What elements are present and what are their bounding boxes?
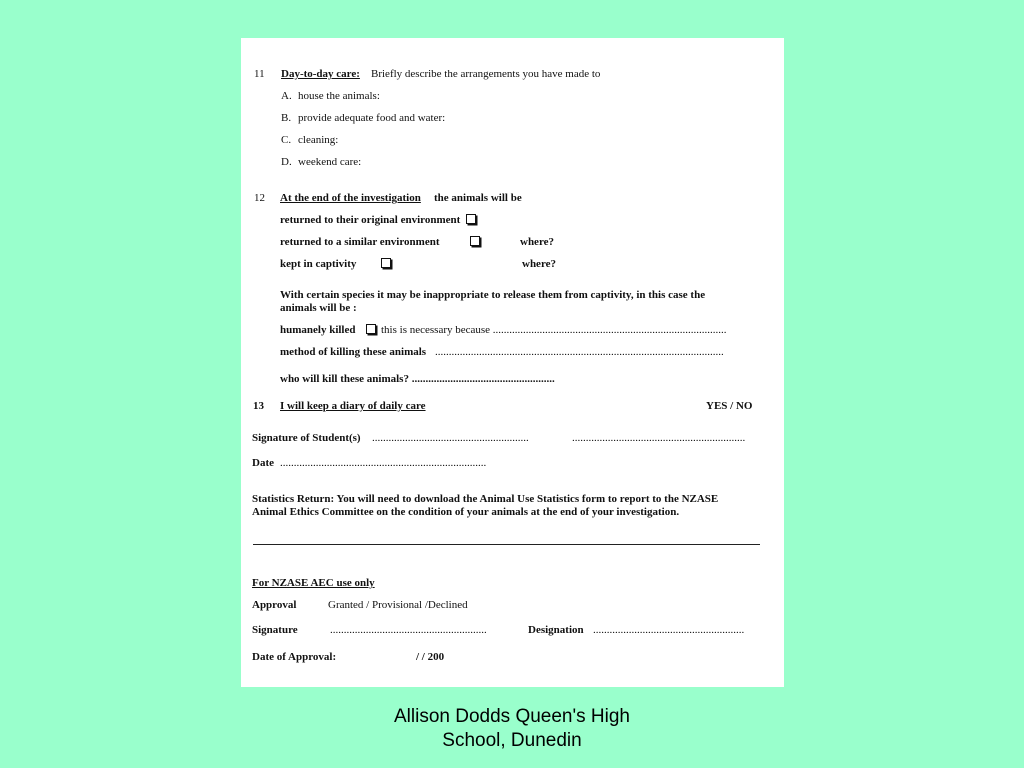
q12-humanely-killed-label: humanely killed [280, 324, 356, 336]
date-of-approval-label: Date of Approval: [252, 651, 337, 663]
q12-species-line-1: With certain species it may be inappropriate to release them from captivity, in this case the [280, 289, 706, 301]
q11-item-c-text: cleaning: [298, 134, 339, 146]
captivity-checkbox-wrap [375, 258, 391, 271]
q12-method-label: method of killing these animals [280, 346, 427, 358]
q11-heading: Day-to-day care: [281, 68, 360, 80]
q12-method-dots: ......................................................................................................... [435, 346, 724, 358]
captivity-checkbox[interactable] [381, 258, 391, 268]
q12-who-kills: who will kill these animals? .................................................... [280, 373, 555, 385]
designation-label: Designation [528, 624, 584, 636]
q12-option-original [280, 214, 476, 227]
caption-line-2: School, Dunedin [442, 730, 582, 751]
original-environment-checkbox[interactable] [466, 214, 476, 224]
q12-heading-rest: the animals will be [434, 192, 522, 204]
student-signature-field-2[interactable]: ............................................................... [572, 432, 746, 444]
q12-option-captivity-label: kept in captivity [280, 258, 357, 270]
similar-environment-checkbox[interactable] [470, 236, 480, 246]
q11-item-d-text: weekend care: [298, 156, 362, 168]
approval-label: Approval [252, 599, 297, 611]
approval-options: Granted / Provisional /Declined [328, 599, 468, 611]
aec-signature-field[interactable]: ......................................................... [330, 624, 487, 636]
student-signature-field-1[interactable]: ......................................................... [372, 432, 529, 444]
statistics-line-1: Statistics Return: You will need to download the Animal Use Statistics form to report to the NZASE [252, 493, 719, 505]
slide-caption [312, 705, 712, 753]
q12-option-similar-label: returned to a similar environment [280, 236, 440, 248]
q13-heading: I will keep a diary of daily care [280, 400, 426, 412]
form-page [241, 38, 784, 687]
humanely-killed-checkbox-wrap [360, 324, 376, 337]
q12-killed-reason: this is necessary because ..................................................................................... [381, 324, 727, 336]
q12-number: 12 [254, 192, 265, 204]
q11-item-a-letter: A. [281, 90, 292, 102]
caption-line-1: Allison Dodds Queen's High [394, 706, 630, 727]
q11-intro: Briefly describe the arrangements you have made to [371, 68, 601, 80]
q12-option-original-label: returned to their original environment [280, 214, 461, 226]
q12-where-captivity: where? [522, 258, 557, 270]
humanely-killed-checkbox[interactable] [366, 324, 376, 334]
designation-field[interactable]: ....................................................... [593, 624, 745, 636]
q12-species-line-2: animals will be : [280, 302, 357, 314]
q11-number: 11 [254, 68, 265, 80]
date-field[interactable]: ........................................................................... [280, 457, 487, 469]
q12-heading: At the end of the investigation [280, 192, 421, 204]
statistics-line-2: Animal Ethics Committee on the condition of your animals at the end of your investigation. [252, 506, 680, 518]
student-signature-label: Signature of Student(s) [252, 432, 361, 444]
aec-heading: For NZASE AEC use only [252, 577, 375, 589]
similar-environment-checkbox-wrap [464, 236, 480, 249]
q11-item-c-letter: C. [281, 134, 292, 146]
q13-yes-no[interactable]: YES / NO [706, 400, 753, 412]
aec-signature-label: Signature [252, 624, 298, 636]
q13-number: 13 [253, 400, 264, 412]
q11-item-b-letter: B. [281, 112, 292, 124]
date-label: Date [252, 457, 274, 469]
q12-where-similar: where? [520, 236, 555, 248]
date-of-approval-value: / / 200 [416, 651, 445, 663]
divider-line [253, 544, 760, 545]
q11-item-a-text: house the animals: [298, 90, 380, 102]
q11-item-d-letter: D. [281, 156, 292, 168]
q11-item-b-text: provide adequate food and water: [298, 112, 446, 124]
